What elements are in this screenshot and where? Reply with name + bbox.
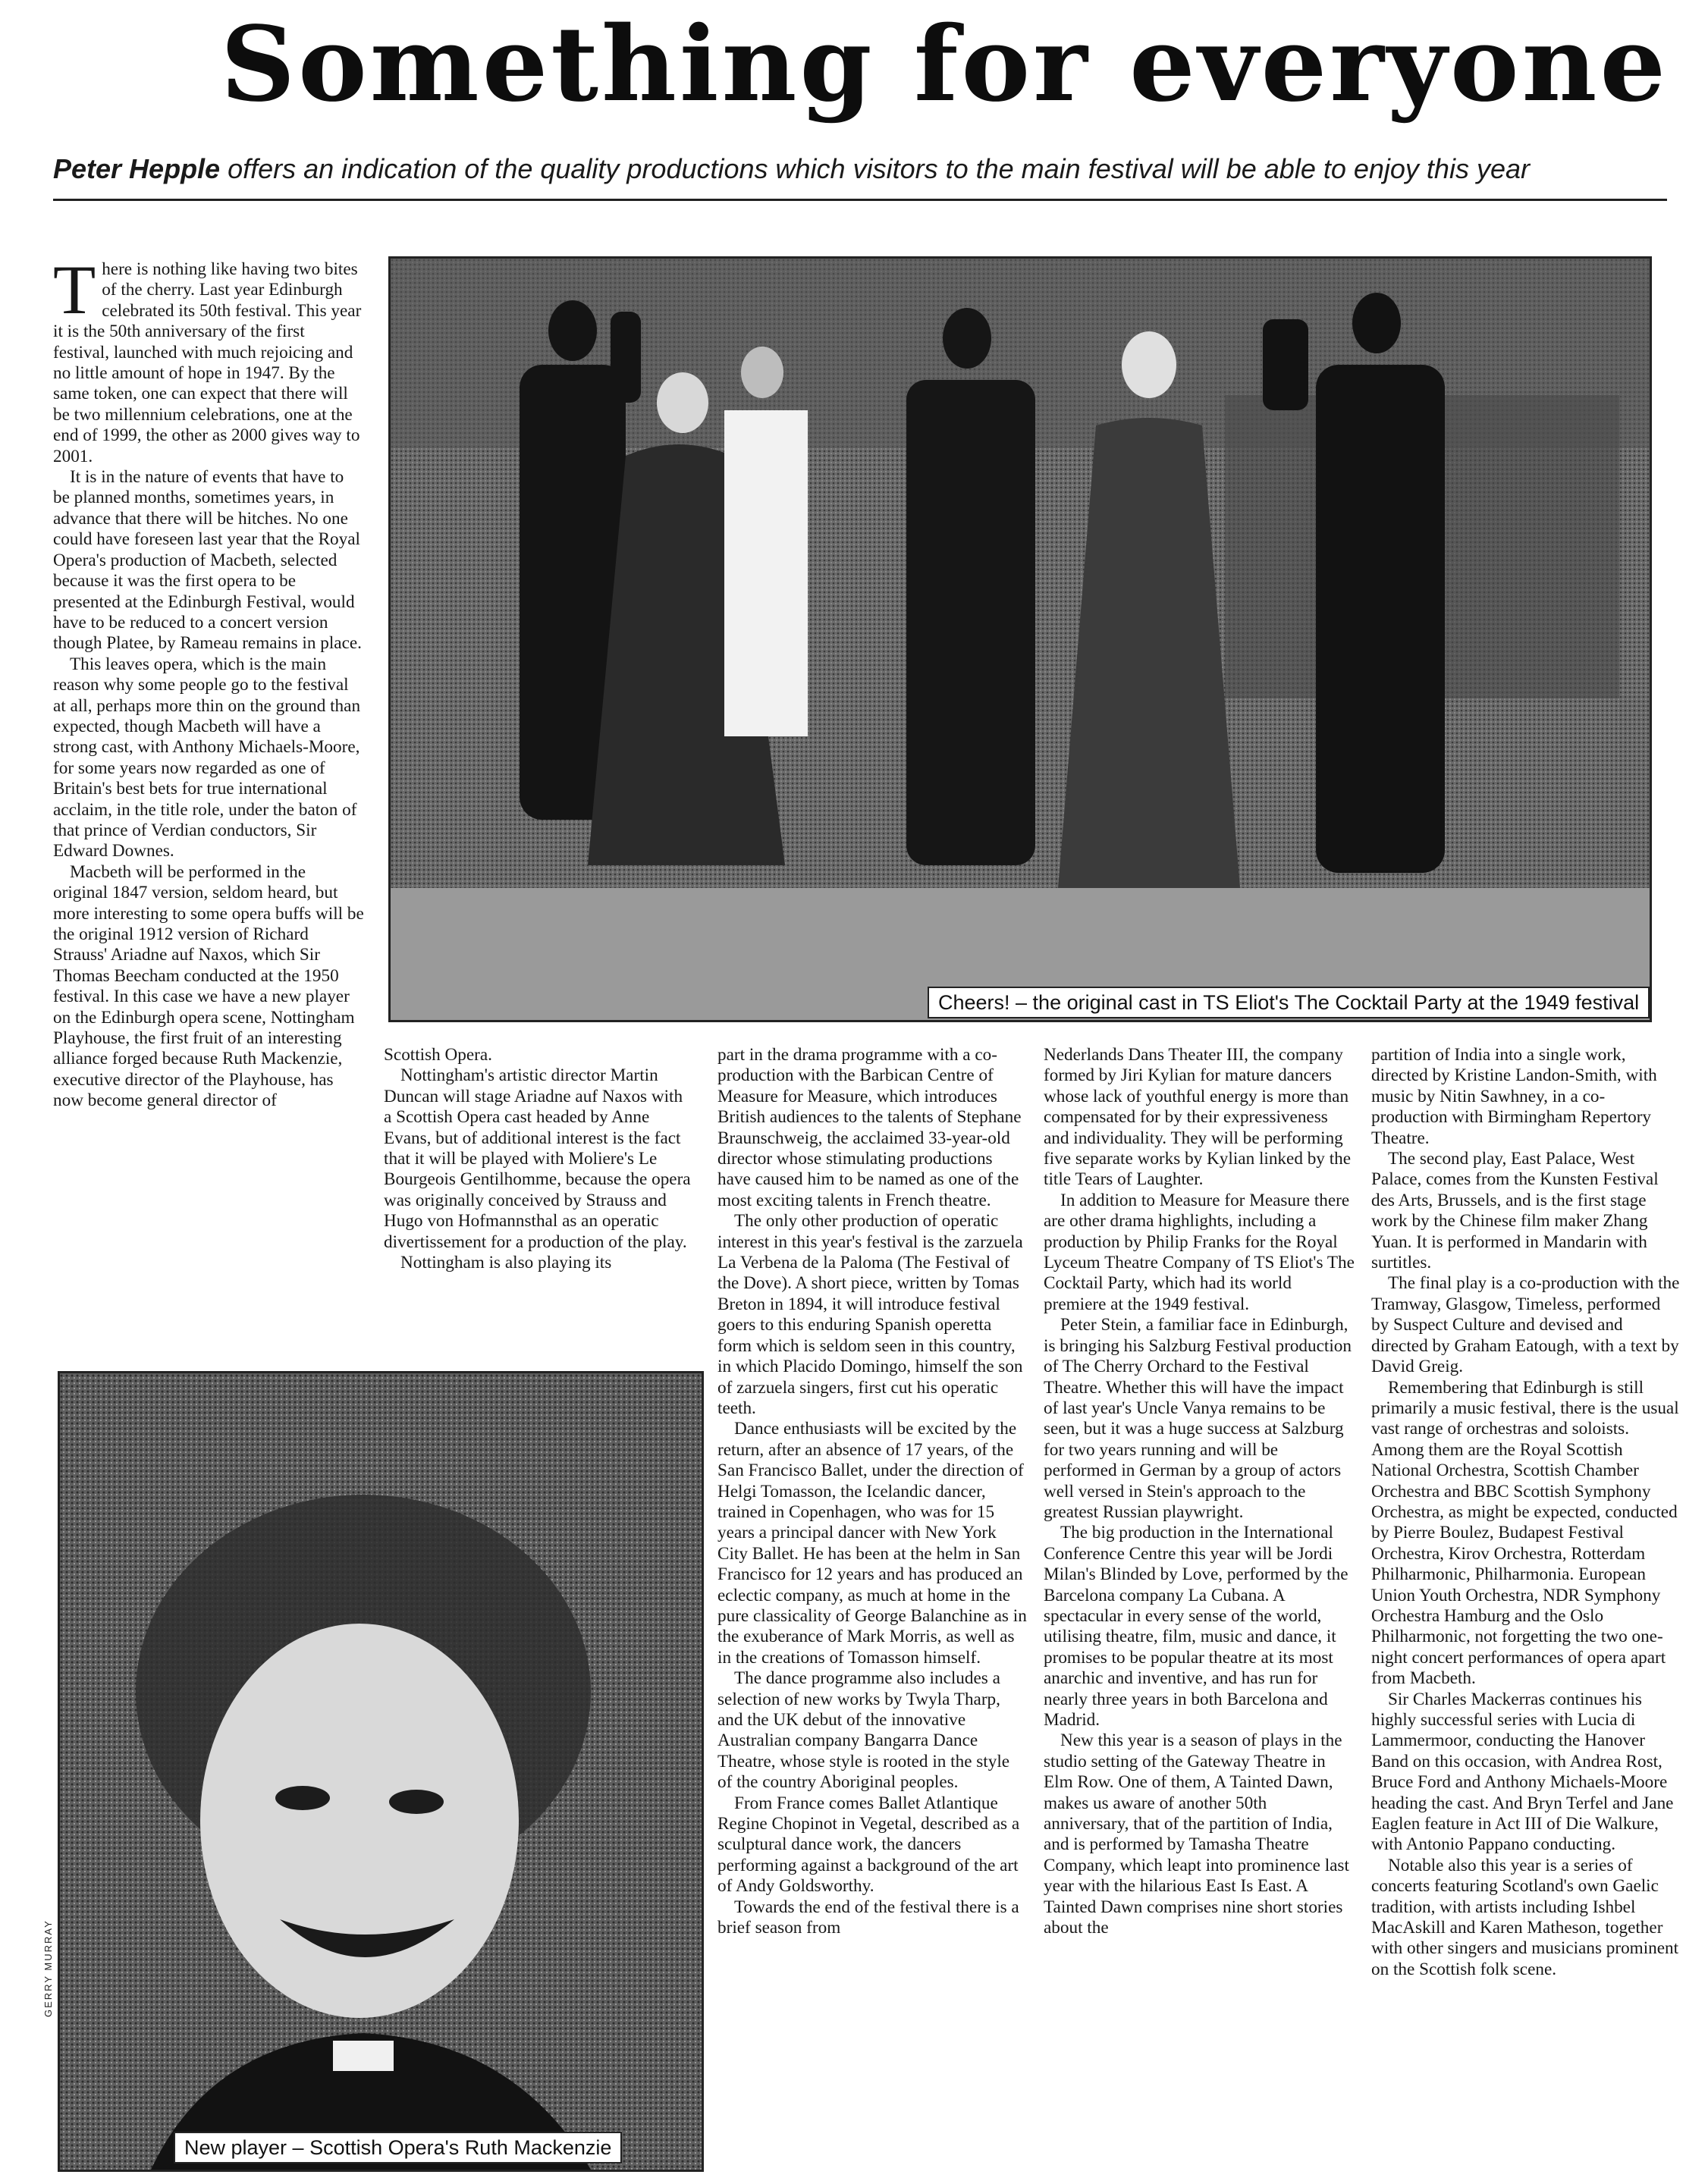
article-paragraph: Nottingham is also playing its [400, 1253, 612, 1273]
article-column-1 [53, 251, 364, 1112]
article-column-5 [1371, 1045, 1681, 1980]
photo-credit: GERRY MURRAY [42, 1919, 54, 2017]
article-paragraph: Dance enthusiasts will be excited by the return, after an absence of 17 years, of the San Francisco Ballet, under the direction of Helgi Tomasson, the Icelandic dancer, trained in Copenhagen, who was for 15 years a principal dancer with New York City Ballet. He has been at the helm in San Francisco for 12 years and has produced an eclectic company, as much at home in the pure classicality of George Balanchine as in the exuberance of Mark Morris, as well as in the creations of Tomasson himself. [717, 1419, 1027, 1668]
byline-author: Peter Hepple [53, 153, 221, 184]
mackenzie-caption: New player – Scottish Opera's Ruth Mackenzie [174, 2132, 622, 2164]
article-column-3 [717, 1045, 1028, 1938]
article-paragraph: Macbeth will be performed in the original 1847 version, seldom heard, but more interesting to some opera buffs will be the original 1912 version of Richard Strauss' Ariadne auf Naxos, which Sir Thomas Beecham conducted at the 1950 festival. In this case we have a new player on the Edinburgh opera scene, Nottingham Playhouse, the first fruit of an interesting alliance forged because Ruth Mackenzie, executive director of the Playhouse, has now become general director of [53, 861, 364, 1111]
article-paragraph: Peter Stein, a familiar face in Edinburgh, is bringing his Salzburg Festival production of The Cherry Orchard to the Festival Theatre. Whether this will have the impact of last year's Uncle Vanya remains to be seen, but it was a huge success at Salzburg for two years running and will be performed in German by a group of actors well versed in Stein's approach to the greatest Russian playwright. [1044, 1315, 1352, 1522]
article-paragraph: Nottingham's artistic director Martin Duncan will stage Ariadne auf Naxos with a Scottish Opera cast headed by Anne Evans, but of additional interest is the fact that it will be played with Moliere's Le Bourgeois Gentilhomme, because the opera was originally conceived by Strauss and Hugo von Hofmannsthal as an operatic divertissement for a production of the play. [384, 1065, 691, 1252]
cocktail-party-photo [388, 256, 1652, 1022]
article-paragraph: The second play, East Palace, West Palace, comes from the Kunsten Festival des Arts, Brussels, and is the first stage work by the Chinese film maker Zhang Yuan. It is performed in Mandarin with surtitles. [1371, 1149, 1659, 1273]
article-paragraph: The final play is a co-production with the Tramway, Glasgow, Timeless, performed by Suspect Culture and devised and directed by Graham Eatough, with a text by David Greig. [1371, 1273, 1680, 1377]
standfirst-text: offers an indication of the quality productions which visitors to the main festival will be able to enjoy this year [228, 153, 1530, 184]
article-column-2 [384, 1045, 695, 1273]
article-paragraph: Sir Charles Mackerras continues his highly successful series with Lucia di Lammermoor, conducting the Hanover Band on this occasion, with Andrea Rost, Bruce Ford and Anthony Michaels-Moore heading the cast. And Bryn Terfel and Jane Eaglen feature in Act III of Die Walkure, with Antonio Pappano conducting. [1371, 1689, 1674, 1855]
article-paragraph: Nederlands Dans Theater III, the company formed by Jiri Kylian for mature dancers whose lack of youthful energy is more than compensated for by their expressiveness and individuality. They will be performing five separate works by Kylian linked by the title Tears of Laughter. [1044, 1045, 1352, 1190]
article-paragraph: New this year is a season of plays in the studio setting of the Gateway Theatre in Elm Row. One of them, A Tainted Dawn, makes us aware of another 50th anniversary, that of the partition of India, and is performed by Tamasha Theatre Company, which leapt into prominence last year with the hilarious East Is East. A Tainted Dawn comprises nine short stories about the [1044, 1731, 1349, 1938]
article-paragraph: Towards the end of the festival there is a brief season from [717, 1897, 1019, 1938]
drop-cap: T [53, 251, 96, 328]
article-paragraph [53, 251, 364, 467]
article-paragraph: Remembering that Edinburgh is still primarily a music festival, there is the usual vast range of orchestras and soloists. Among them are the Royal Scottish National Orchestra, Scottish Chamber Orchestra and BBC Scottish Symphony Orchestra, as might be expected, conducted by Pierre Boulez, Budapest Festival Orchestra, Kirov Orchestra, Rotterdam Philharmonic, Philharmonia. European Union Youth Orchestra, NDR Symphony Orchestra Hamburg and the Oslo Philharmonic, not forgetting the two one-night concert performances of opera apart from Macbeth. [1371, 1377, 1679, 1689]
article-paragraph: Scottish Opera. [384, 1045, 492, 1065]
headline: Something for everyone [220, 4, 1669, 125]
cocktail-party-caption: Cheers! – the original cast in TS Eliot's The Cocktail Party at the 1949 festival [928, 987, 1650, 1018]
article-paragraph: From France comes Ballet Atlantique Regine Chopinot in Vegetal, described as a sculptural dance work, the dancers performing against a background of the art of Andy Goldsworthy. [717, 1793, 1020, 1897]
header-rule [53, 199, 1667, 201]
article-paragraph: In addition to Measure for Measure there are other drama highlights, including a production by Philip Franks for the Royal Lyceum Theatre Company of TS Eliot's The Cocktail Party, which had its world premiere at the 1949 festival. [1044, 1190, 1355, 1314]
mackenzie-portrait [58, 1371, 704, 2172]
article-paragraph: partition of India into a single work, directed by Kristine Landon-Smith, with music by Nitin Sawhney, in a co-production with Birmingham Repertory Theatre. [1371, 1045, 1657, 1148]
article-paragraph: The big production in the International Conference Centre this year will be Jordi Milan's Blinded by Love, performed by the Barcelona company La Cubana. A spectacular in every sense of the world, utilising theatre, film, music and dance, it promises to be popular theatre at its most anarchic and inventive, and has run for nearly three years in both Barcelona and Madrid. [1044, 1523, 1349, 1730]
article-column-4 [1044, 1045, 1355, 1938]
article-paragraph: The only other production of operatic interest in this year's festival is the zarzuela La Verbena de la Paloma (The Festival of the Dove). A short piece, written by Tomas Breton in 1894, it will introduce festival goers to this enduring Spanish operetta form which is seldom seen in this country, in which Placido Domingo, himself the son of zarzuela singers, first cut his operatic teeth. [717, 1211, 1023, 1418]
cocktail-party-illustration [391, 259, 1650, 1020]
article-paragraph: The dance programme also includes a selection of new works by Twyla Tharp, and the UK debut of the innovative Australian company Bangarra Dance Theatre, whose style is rooted in the style of the country Aboriginal peoples. [717, 1668, 1010, 1793]
article-paragraph: part in the drama programme with a co-production with the Barbican Centre of Measure for Measure, which introduces British audiences to the talents of Stephane Braunschweig, the acclaimed 33-year-old director whose stimulating productions have caused him to be named as one of the most exciting talents in French theatre. [717, 1045, 1022, 1210]
standfirst [53, 152, 1676, 187]
mackenzie-portrait-illustration [60, 1373, 702, 2170]
paragraph-text: here is nothing like having two bites of the cherry. Last year Edinburgh celebrated its 50th festival. This year it is the 50th anniversary of the first festival, launched with much rejoicing and no little amount of hope in 1947. By the same token, one can expect that there will be two millennium celebrations, one at the end of 1999, the other as 2000 gives way to 2001. [53, 259, 362, 466]
article-paragraph: Notable also this year is a series of concerts featuring Scotland's own Gaelic tradition, with artists including Ishbel MacAskill and Karen Matheson, together with other singers and musicians prominent on the Scottish folk scene. [1371, 1855, 1679, 1979]
article-paragraph: It is in the nature of events that have to be planned months, sometimes years, in advance that there will be hitches. No one could have foreseen last year that the Royal Opera's production of Macbeth, selected because it was the first opera to be presented at the Edinburgh Festival, would have to be reduced to a concert version though Platee, by Rameau remains in place. [53, 467, 362, 654]
article-paragraph: This leaves opera, which is the main reason why some people go to the festival at all, perhaps more thin on the ground than expected, though Macbeth will have a strong cast, with Anthony Michaels-Moore, for some years now regarded as one of Britain's best bets for true international acclaim, in the title role, under the baton of that prince of Verdian conductors, Sir Edward Downes. [53, 654, 361, 861]
